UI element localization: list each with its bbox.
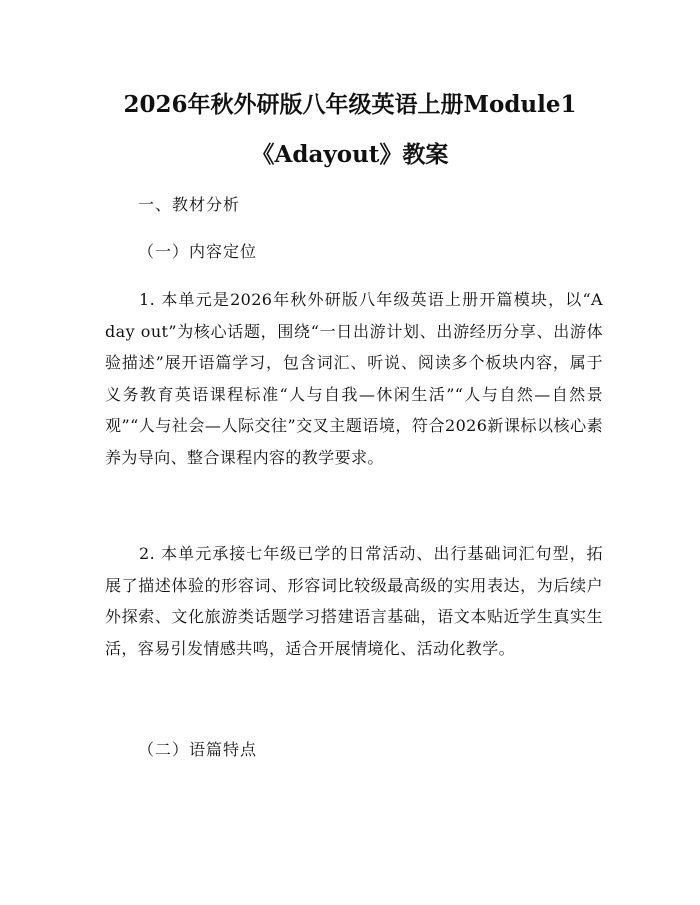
document-title-line-1: 2026年秋外研版八年级英语上册Module1 [123,91,577,118]
subsection-heading-content-positioning: （一）内容定位 [138,242,258,261]
document-title-line-2: 《Adayout》教案 [251,141,449,168]
paragraph-content-positioning-1: 1. 本单元是2026年秋外研版八年级英语上册开篇模块，以“A day out”为核心话题，围绕“一日出游计划、出游经历分享、出游体验描述”展开语篇学习，包含词汇、听说、阅读多个板块内容，属于义务教育英语课程标准“人与自我—休闲生活”“人与自然—自然景观”“人与社会—人际交往”交叉主题语境，符合2026新课标以核心素养为导向、整合课程内容的教学要求。 [105,290,603,467]
subsection-heading-discourse-features: （二）语篇特点 [138,740,258,759]
section-heading-textbook-analysis: 一、教材分析 [138,195,241,214]
paragraph-content-positioning-2: 2. 本单元承接七年级已学的日常活动、出行基础词汇句型，拓展了描述体验的形容词、形容词比较级最高级的实用表达，为后续户外探索、文化旅游类话题学习搭建语言基础，语文本贴近学生真实生活，容易引发情感共鸣，适合开展情境化、活动化教学。 [105,544,603,658]
